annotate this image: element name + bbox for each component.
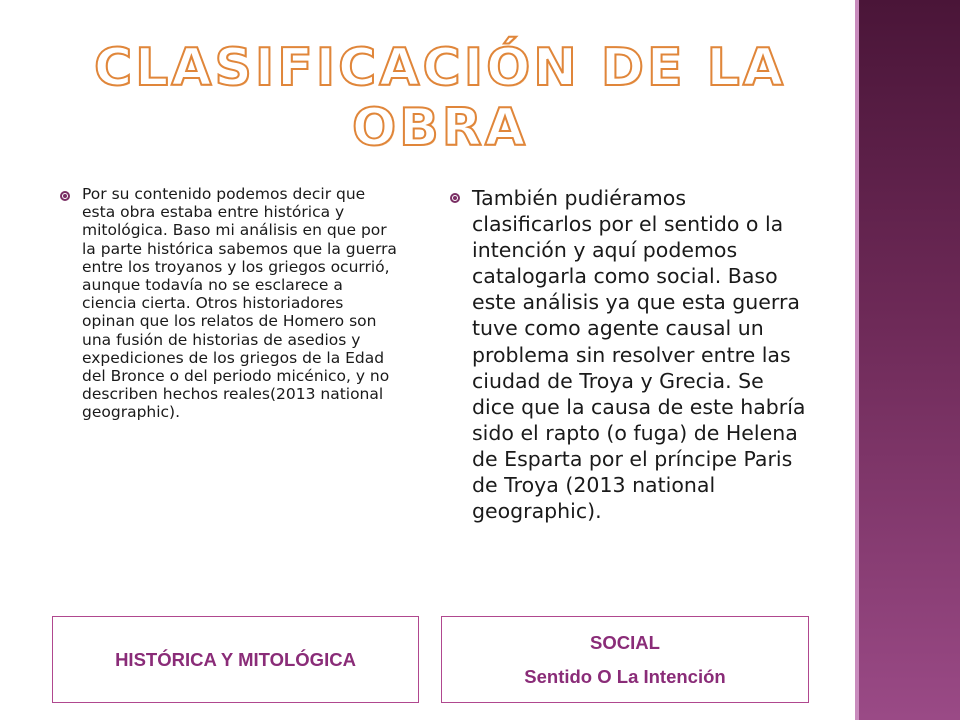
left-bullet-item — [60, 185, 400, 422]
right-column — [450, 185, 810, 524]
right-column-text: También pudiéramos clasificarlos por el sentido o la intención y aquí podemos catalogarla como social. Baso este análisis ya que esta guerra tuve como agente causal un problema sin resolver entre las ciudad de Troya y Grecia. Se dice que la causa de este habría sido el rapto (o fuga) de Helena de Esparta por el príncipe Paris de Troya (2013 national geographic). — [472, 186, 806, 524]
left-column-text: Por su contenido podemos decir que esta obra estaba entre histórica y mitológica. Baso mi análisis en que por la parte histórica sabemos que la guerra entre los troyanos y los griegos ocurrió, aunque todavía no se esclarece a ciencia cierta. Otros historiadores opinan que los relatos de Homero son una fusión de historias de asedios y expediciones de los griegos de la Edad del Bronce o del periodo micénico, y no describen hechos reales(2013 national geographic). — [82, 185, 397, 422]
left-category-label — [52, 616, 419, 703]
bullet-icon — [450, 193, 460, 203]
side-band-accent — [855, 0, 859, 720]
right-bullet-item — [450, 185, 810, 524]
slide-title: CLASIFICACIÓN DE LA OBRA — [93, 38, 787, 158]
right-label-subtitle: Sentido O La Intención — [524, 665, 726, 687]
bullet-icon — [60, 191, 70, 201]
left-column — [60, 185, 400, 422]
right-label-title: SOCIAL — [590, 631, 660, 653]
left-label-text: HISTÓRICA Y MITOLÓGICA — [115, 648, 356, 670]
right-category-label — [441, 616, 809, 703]
decorative-side-band — [855, 0, 960, 720]
